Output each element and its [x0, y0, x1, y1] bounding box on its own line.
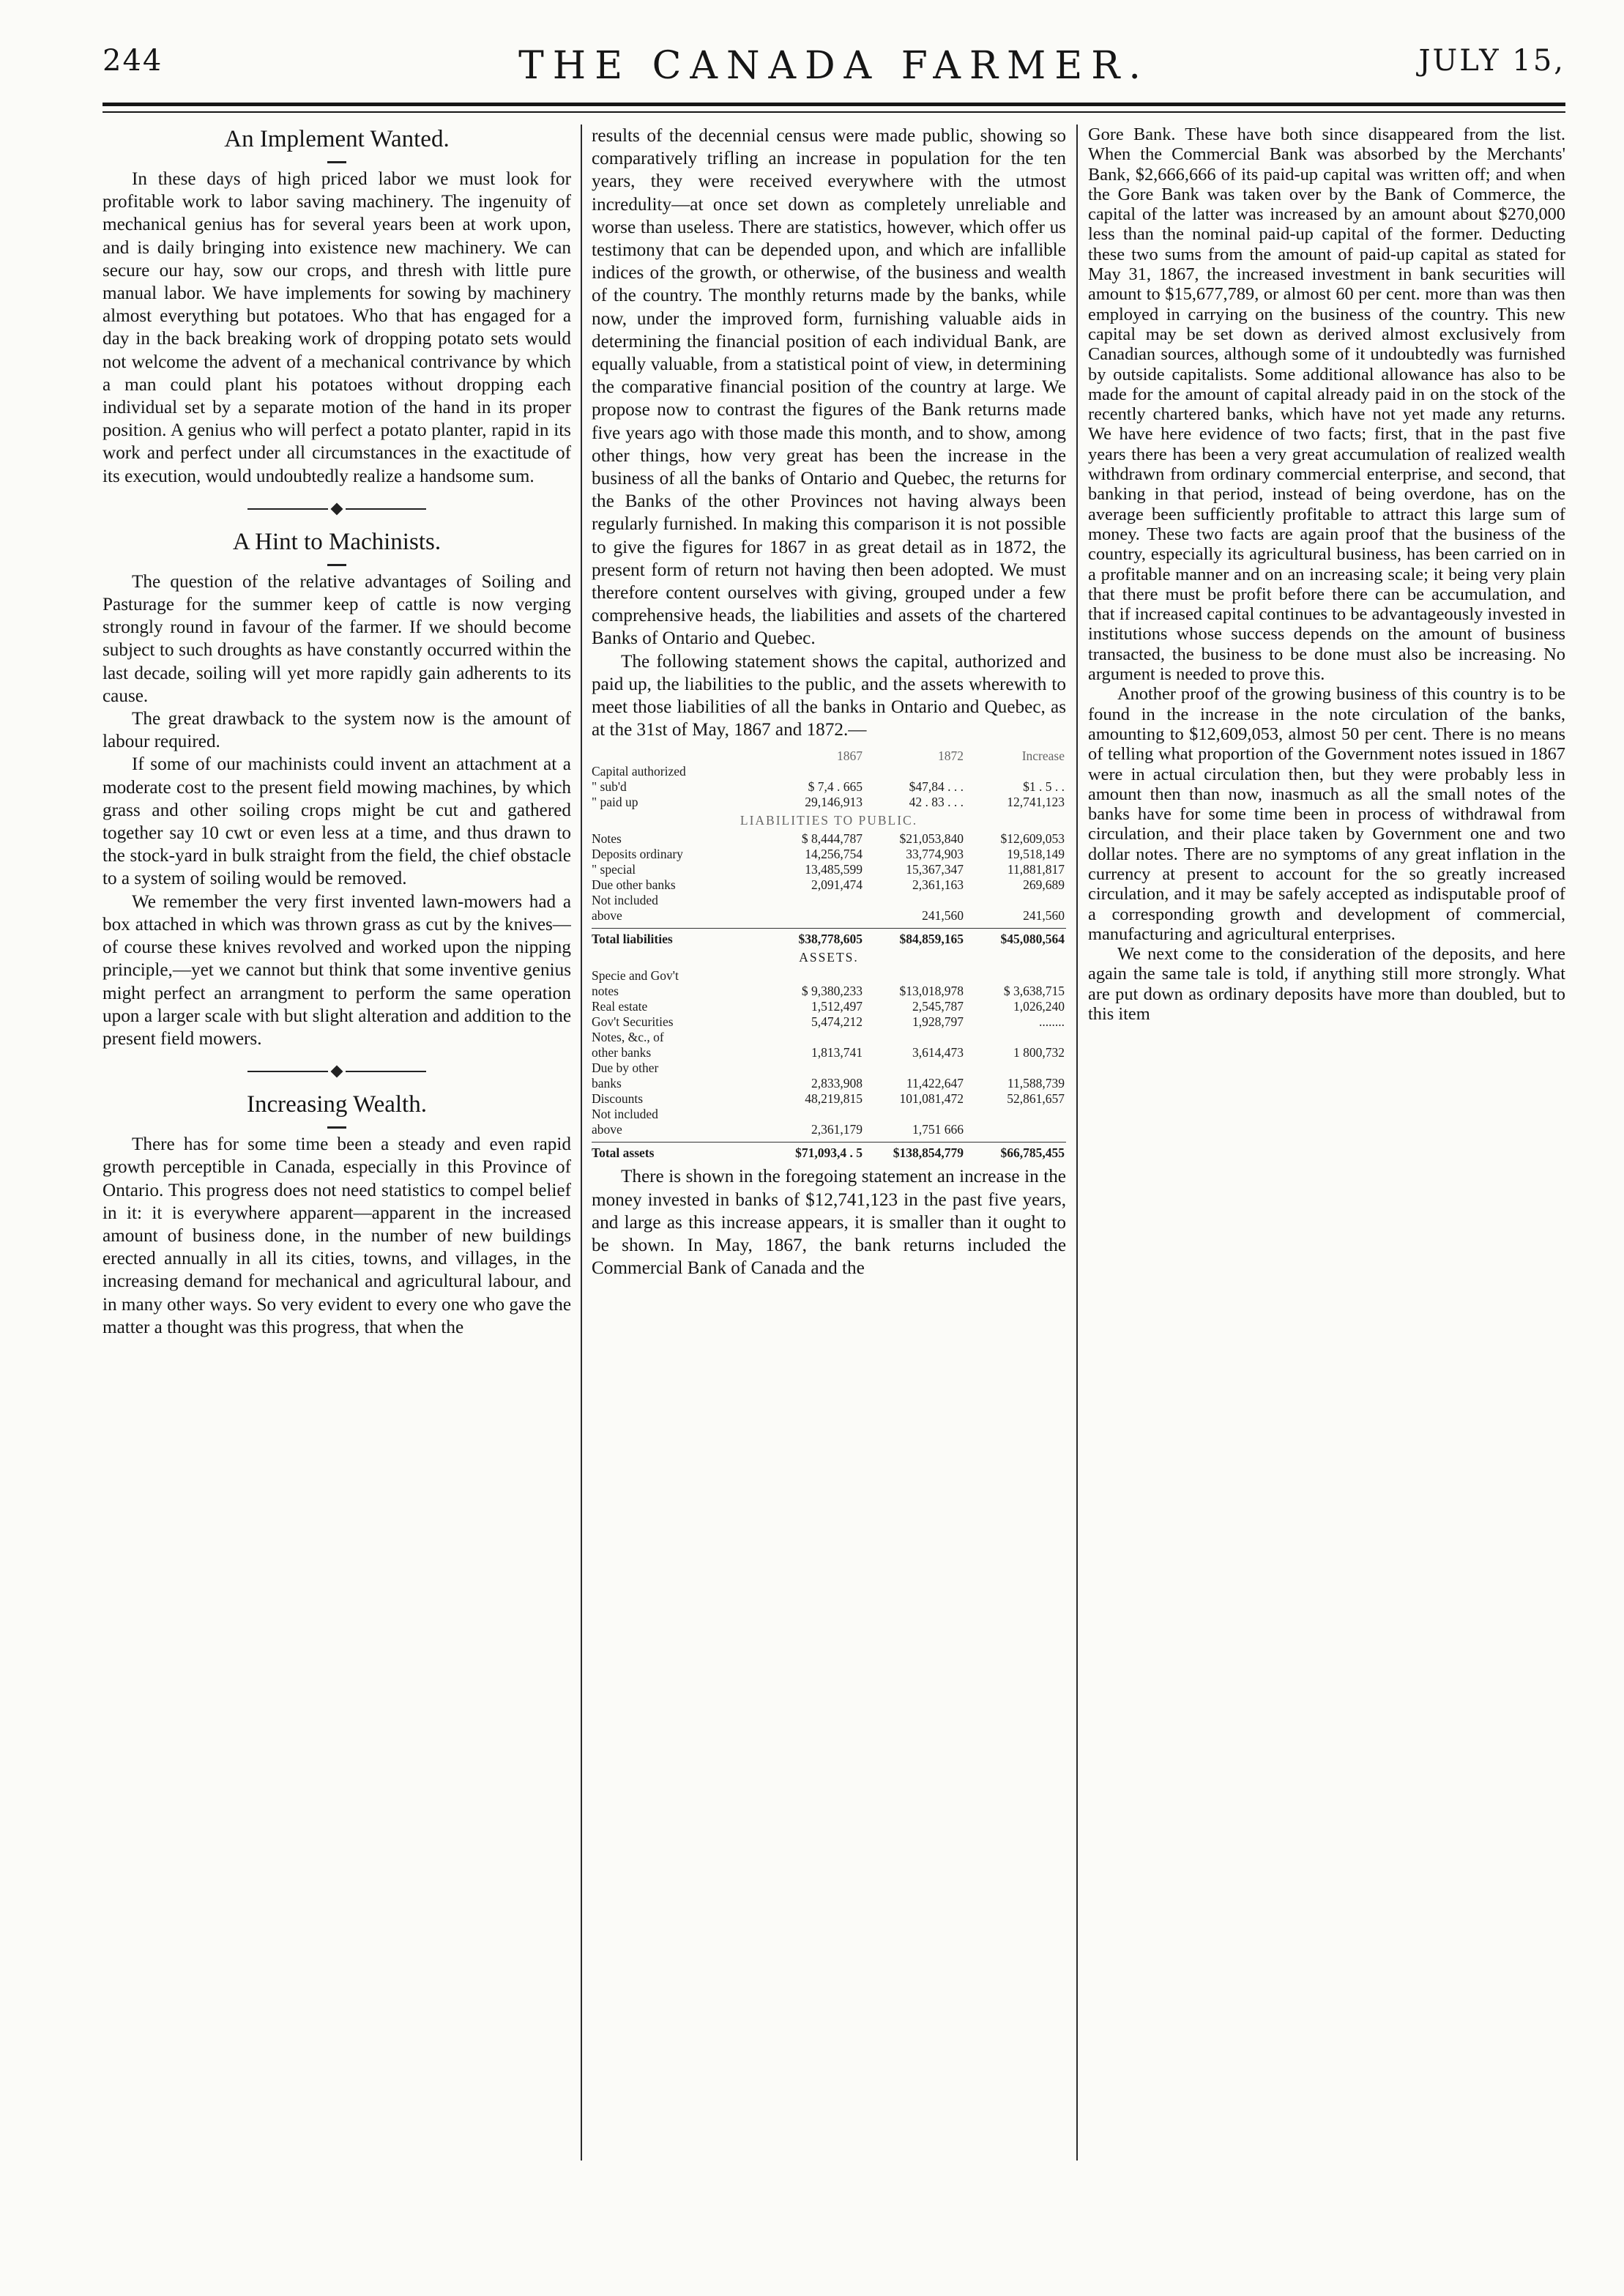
asset-rows: [592, 968, 1066, 1137]
table-cell: ........: [1039, 1014, 1065, 1030]
table-row: [592, 893, 1066, 908]
table-cell: Due by other: [592, 1060, 659, 1076]
table-cell: $12,609,053: [1000, 831, 1065, 847]
table-row: [592, 1030, 1066, 1045]
table-row: [592, 795, 1066, 810]
table-row: [592, 908, 1066, 924]
table-cell: [964, 1060, 1065, 1076]
article-headline: An Implement Wanted.: [224, 126, 450, 152]
table-cell: 2,361,179: [811, 1122, 863, 1137]
table-total-row: Total liabilities $38,778,605 $84,859,165 $45,080,564: [592, 928, 1066, 947]
masthead-rule-thick: [103, 103, 1565, 106]
article-paragraph: We remember the very first invented lawn-mowers had a box attached in which was thrown grass as cut by the knives—of course these knives revolved and worked upon the nipping principle,—yet we cannot but think that some inventive genius might perfect an arrangment to perform the same operation upon a larger scale with but slight alteration and addition to the present field mowers.: [103, 891, 571, 1049]
table-cell: 33,774,903: [906, 847, 964, 862]
table-cell: Due other banks: [592, 877, 676, 893]
table-row: [592, 1076, 1066, 1091]
column-divider: [1076, 125, 1078, 2161]
issue-date: JULY 15,: [1418, 44, 1565, 78]
table-cell: 13,485,599: [805, 862, 863, 877]
table-cell: 2,545,787: [912, 999, 964, 1014]
masthead: [103, 44, 1565, 95]
table-section-header: LIABILITIES TO PUBLIC.: [740, 813, 918, 828]
table-cell: 11,881,817: [1007, 862, 1065, 877]
table-section-header: ASSETS.: [799, 950, 859, 965]
table-cell: [964, 764, 1065, 779]
table-cell: [863, 1060, 964, 1076]
table-cell: [761, 1107, 863, 1122]
table-cell: other banks: [592, 1045, 652, 1060]
table-cell: notes: [592, 984, 619, 999]
table-row: [592, 984, 1066, 999]
table-cell: 2,091,474: [811, 877, 863, 893]
table-row: [592, 847, 1066, 862]
article-paragraph: If some of our machinists could invent an attachment at a moderate cost to the present field mowing machines, by which grass and other soiling crops might be cut and gathered together say 10 cwt or even less at a time, and thus drawn to the stock-yard in bulk straight from the field, the chief obstacle to a system of soiling would be removed.: [103, 754, 571, 889]
table-row: [592, 1122, 1066, 1137]
headline-dash: [327, 161, 346, 163]
table-cell: Deposits ordinary: [592, 847, 683, 862]
article-paragraph: The great drawback to the system now is the amount of labour required.: [103, 709, 571, 752]
table-row: [592, 1060, 1066, 1076]
table-cell: $13,018,978: [899, 984, 964, 999]
table-cell: [863, 1107, 964, 1122]
table-row: [592, 1091, 1066, 1107]
article-headline: A Hint to Machinists.: [232, 528, 442, 555]
table-cell: [761, 893, 863, 908]
table-cell: 48,219,815: [805, 1091, 863, 1107]
table-cell: above: [592, 908, 622, 924]
table-cell: [863, 764, 964, 779]
table-cell: banks: [592, 1076, 622, 1091]
table-cell: 1,026,240: [1013, 999, 1065, 1014]
table-cell: [964, 893, 1065, 908]
table-cell: 42 . 83 . . .: [909, 795, 964, 810]
table-cell: $21,053,840: [899, 831, 964, 847]
table-cell: [964, 1107, 1065, 1122]
table-row: [592, 1014, 1066, 1030]
table-cell: 1,813,741: [811, 1045, 863, 1060]
table-cell: Not included: [592, 1107, 658, 1122]
table-cell: $ 8,444,787: [801, 831, 863, 847]
table-cell: above: [592, 1122, 622, 1137]
table-total-row: Total assets $71,093,4 . 5 $138,854,779 $66,785,455: [592, 1142, 1066, 1161]
table-cell: 1 800,732: [1013, 1045, 1065, 1060]
column-divider: [581, 125, 582, 2161]
table-cell: 19,518,149: [1007, 847, 1065, 862]
table-cell: Capital authorized: [592, 764, 686, 779]
table-cell: [761, 908, 863, 924]
table-cell: [761, 1060, 863, 1076]
table-cell: [761, 968, 863, 984]
table-cell: 241,560: [922, 908, 964, 924]
table-cell: $1 . 5 . .: [1023, 779, 1065, 795]
masthead-rule-thin: [103, 111, 1565, 113]
table-cell: 3,614,473: [912, 1045, 964, 1060]
capital-rows: [592, 764, 1066, 810]
table-cell: 29,146,913: [805, 795, 863, 810]
table-row: [592, 831, 1066, 847]
table-cell: Specie and Gov't: [592, 968, 679, 984]
table-cell: [761, 764, 863, 779]
table-cell: Notes, &c., of: [592, 1030, 664, 1045]
table-cell: " special: [592, 862, 636, 877]
table-header-cell: 1872: [938, 748, 964, 764]
column-1: [103, 125, 571, 2175]
column-3: [1088, 125, 1565, 2175]
table-cell: 14,256,754: [805, 847, 863, 862]
table-cell: $ 3,638,715: [1003, 984, 1065, 999]
headline-dash: [327, 564, 346, 566]
page-number: 244: [103, 44, 163, 78]
table-cell: 1,512,497: [811, 999, 863, 1014]
table-cell: 1,928,797: [912, 1014, 964, 1030]
table-cell: [964, 1122, 1065, 1137]
table-cell: 1,751 666: [912, 1122, 964, 1137]
section-ornament: [103, 1062, 571, 1081]
article-paragraph: The following statement shows the capital, authorized and paid up, the liabilities to the public, and the assets wherewith to meet those liabilities of all the banks in Ontario and Quebec, as at the 31st of May, 1867 and 1872.—: [592, 651, 1066, 740]
article-paragraph: There is shown in the foregoing statement an increase in the money invested in banks of $12,741,123 in the past five years, and large as this increase appears, it is smaller than it ought to be shown. In May, 1867, the bank returns included the Commercial Bank of Canada and the: [592, 1167, 1066, 1279]
table-cell: [761, 1030, 863, 1045]
table-cell: 15,367,347: [906, 862, 964, 877]
article-paragraph: results of the decennial census were made public, showing so comparatively trifling an increase in population for the ten years, they were received everywhere with the utmost incredulity—at once set down as completely unreliable and worse than useless. There are statistics, however, which offer us testimony that can be depended upon, and which are infallible indices of the growth, or otherwise, of the business and wealth of the country. The monthly returns made by the banks, while now, under the improved form, furnishing valuable aids in determining the financial position of each individual Bank, are equally valuable, from a statistical point of view, in determining the comparative financial position of the country at large. We propose now to contrast the figures of the Bank returns made five years ago with those made this month, and to show, among other things, how very great has been the increase in the business of all the banks of Ontario and Quebec, the returns for the Banks of the other Provinces not having always been regularly furnished. In making this comparison it is not possible to give the figures for 1867 in as great detail as in 1872, the present form of return not having then been adopted. We must therefore content ourselves with giving, grouped under a few comprehensive heads, the liabilities and assets of the chartered Banks of Ontario and Quebec.: [592, 126, 1066, 649]
table-header-cell: Increase: [1021, 748, 1065, 764]
column-2: [592, 125, 1066, 2175]
table-cell: 2,361,163: [912, 877, 964, 893]
table-cell: 11,422,647: [906, 1076, 964, 1091]
table-row: [592, 877, 1066, 893]
table-cell: Gov't Securities: [592, 1014, 674, 1030]
article-paragraph: The question of the relative advantages of Soiling and Pasturage for the summer keep of cattle is now verging strongly round in favour of the farmer. If we should become subject to such droughts as have constantly occurred within the last decade, soiling will yet more rapidly gain adherents to its cause.: [103, 571, 571, 706]
article-paragraph: There has for some time been a steady and even rapid growth perceptible in Canada, especially in this Province of Ontario. This progress does not need statistics to compel belief in it: it is everywhere apparent—apparent in the increased amount of business done, in the number of new buildings erected annually in all its cities, towns, and villages, in the increasing demand for mechanical and agricultural labour, and in many other ways. So very evident to every one who gave the matter a thought was this progress, that when the: [103, 1134, 571, 1337]
article-paragraph: We next come to the consideration of the deposits, and here again the same tale is told, if anything still more strongly. What are put down as ordinary deposits have more than doubled, but to this item: [1088, 944, 1565, 1025]
table-row: [592, 764, 1066, 779]
table-row: [592, 1107, 1066, 1122]
table-row: [592, 968, 1066, 984]
table-cell: [964, 1030, 1065, 1045]
table-cell: " sub'd: [592, 779, 627, 795]
table-cell: " paid up: [592, 795, 638, 810]
table-cell: [863, 968, 964, 984]
table-cell: Notes: [592, 831, 622, 847]
liability-rows: [592, 831, 1066, 924]
table-cell: Not included: [592, 893, 658, 908]
newspaper-title: THE CANADA FARMER.: [518, 44, 1150, 88]
article-headline: Increasing Wealth.: [247, 1091, 427, 1118]
table-cell: 269,689: [1023, 877, 1065, 893]
table-row: [592, 1045, 1066, 1060]
table-row: [592, 862, 1066, 877]
table-cell: $ 9,380,233: [801, 984, 863, 999]
table-cell: [863, 893, 964, 908]
table-row: [592, 779, 1066, 795]
table-cell: 2,833,908: [811, 1076, 863, 1091]
table-header-row: [592, 748, 1066, 764]
table-cell: 241,560: [1023, 908, 1065, 924]
table-cell: $ 7,4 . 665: [808, 779, 863, 795]
table-cell: $47,84 . . .: [909, 779, 964, 795]
table-cell: Discounts: [592, 1091, 643, 1107]
table-cell: [863, 1030, 964, 1045]
table-cell: 5,474,212: [811, 1014, 863, 1030]
headline-dash: [327, 1126, 346, 1129]
table-cell: 12,741,123: [1007, 795, 1065, 810]
section-ornament: [103, 499, 571, 519]
table-cell: Real estate: [592, 999, 648, 1014]
table-header-cell: 1867: [837, 748, 863, 764]
table-cell: 52,861,657: [1007, 1091, 1065, 1107]
article-paragraph: Another proof of the growing business of this country is to be found in the increase in the note circulation of the banks, amounting to $12,609,053, almost 50 per cent. There is no means of telling what proportion of the Government notes issued in 1867 were in actual circulation then, but they were probably less in amount then than now, inasmuch as all the small notes of the banks have for some time been in process of withdrawal from circulation, and their place taken by Government one and two dollar notes. There are no symptoms of any great inflation in the currency at present to account for the so greatly increased circulation, and it may be safely accepted as indisputable proof of a corresponding growth and development of commercial, manufacturing and agricultural enterprises.: [1088, 684, 1565, 944]
article-paragraph: Gore Bank. These have both since disappeared from the list. When the Commercial Bank was absorbed by the Merchants' Bank, $2,666,666 of its paid-up capital was written off; and when the Gore Bank was taken over by the Bank of Commerce, the capital of the latter was increased by an amount about $270,000 less than the nominal paid-up capital of the former. Deducting these two sums from the amount of paid-up capital as stated for May 31, 1867, the increased investment in bank securities will amount to $15,677,789, or almost 60 per cent. more than was then employed in carrying on the business of the country. This new capital may be set down as derived almost exclusively from Canadian sources, although some of it undoubtedly was furnished by outside capitalists. Some additional allowance has also to be made for the amount of capital already paid in on the stock of the recently chartered banks, which have not yet made any returns. We have here evidence of two facts; first, that in the past five years there has been a very great accumulation of realized wealth withdrawn from ordinary commercial enterprise, and second, that banking in that period, instead of being overdone, has on the average been sufficiently profitable to attract this large sum of money. These two facts are again proof that the business of the country, especially its agricultural business, has been carried on in a profitable manner and on an increasing scale; it being very plain that there must be profit before there can be accumulation, and that if increased capital continues to be advantageously invested in institutions whose success depends on the amount of business transacted, the business to be done must also be increasing. No argument is needed to prove this.: [1088, 125, 1565, 685]
table-cell: 101,081,472: [899, 1091, 964, 1107]
table-cell: 11,588,739: [1007, 1076, 1065, 1091]
table-cell: [964, 968, 1065, 984]
bank-statement-table: [592, 748, 1066, 1161]
article-paragraph: In these days of high priced labor we must look for profitable work to labor saving machinery. The ingenuity of mechanical genius has for several years been at work upon, and is daily bringing into existence new machinery. We can secure our hay, sow our crops, and thresh with little pure manual labor. We have implements for sowing by machinery almost everything but potatoes. Who that has engaged for a day in the back breaking work of dropping potato sets would not welcome the advent of a mechanical contrivance by which a man could plant his potatoes without dropping each individual set by a separate motion of the hand in its proper position. A genius who will perfect a potato planter, rapid in its work and perfect under all circumstances in the exactitude of its execution, would undoubtedly realize a handsome sum.: [103, 169, 571, 486]
table-row: [592, 999, 1066, 1014]
